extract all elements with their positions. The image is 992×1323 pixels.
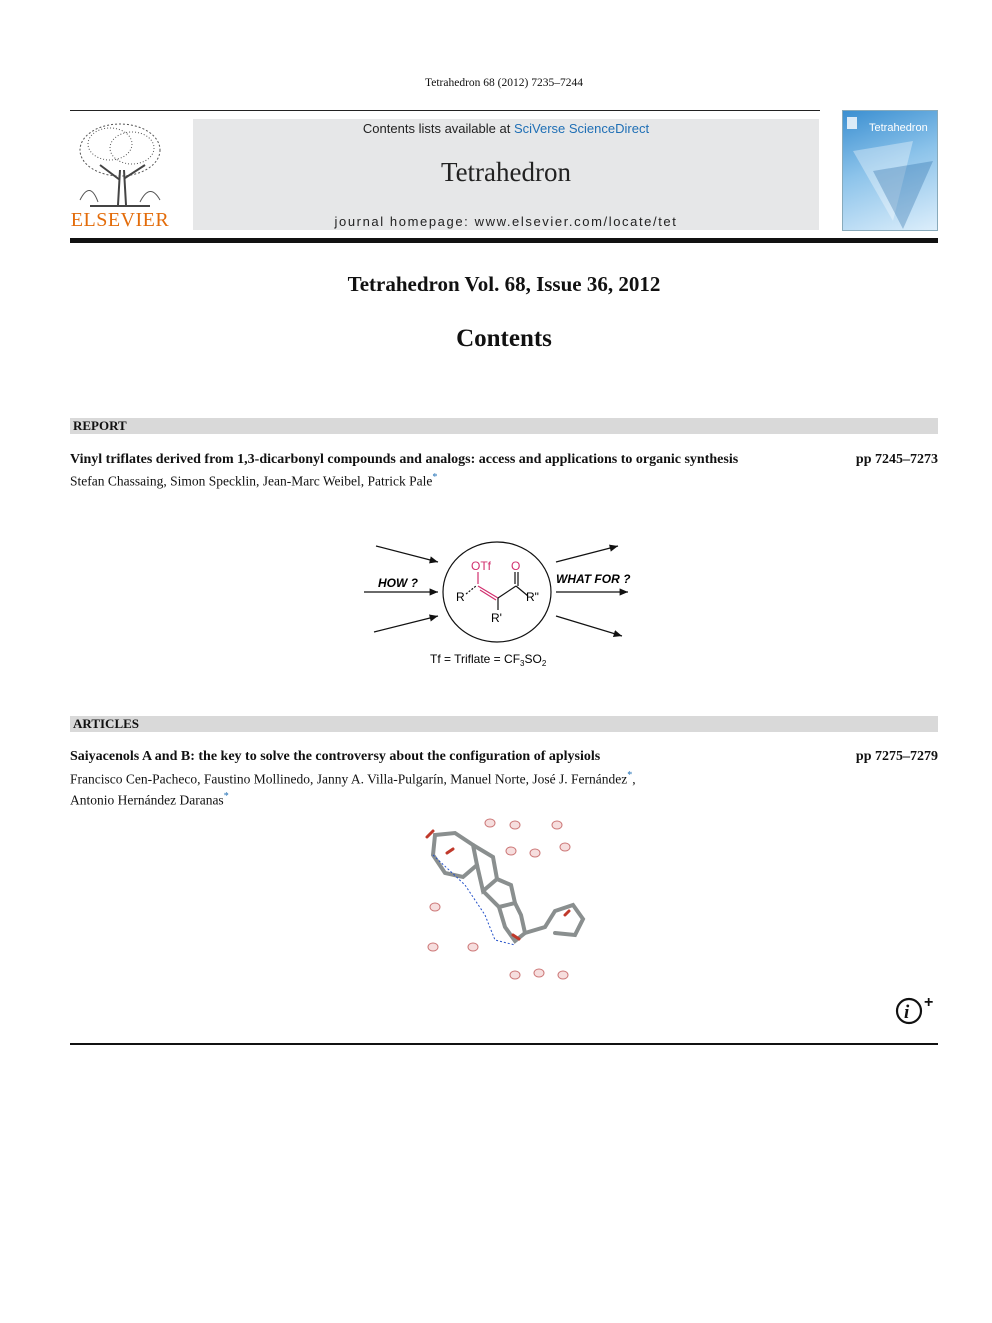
journal-masthead [193,119,819,230]
article-pages: pp 7275–7279 [855,749,938,764]
corresponding-author-star[interactable]: * [432,472,438,483]
article-authors [70,469,830,490]
sciencedirect-link[interactable]: SciVerse ScienceDirect [513,121,650,136]
corresponding-author-star[interactable]: * [223,790,229,802]
how-label: HOW ? [378,576,418,590]
authors-line: Francisco Cen-Pacheco, Faustino Mollinedo, Janny A. Villa-Pulgarín, Manuel Norte, José J. Fernández [70,771,628,787]
r-double-prime-label: R" [526,590,539,604]
journal-cover [842,110,938,231]
r-label: R [456,590,465,604]
plus-glyph: + [924,994,934,1011]
corresponding-author-star[interactable]: * [627,770,633,781]
issue-title: Tetrahedron Vol. 68, Issue 36, 2012 [347,272,661,296]
otf-label: OTf [471,559,491,573]
journal-homepage[interactable]: journal homepage: www.elsevier.com/locate/tet [334,214,678,229]
contents-availability [193,121,819,136]
arrow-in-top [376,546,438,562]
elsevier-wordmark: ELSEVIER [70,209,170,231]
article-title[interactable]: Saiyacenols A and B: the key to solve the controversy about the configuration of aplysiols [70,749,601,764]
journal-title: Tetrahedron [440,157,572,187]
journal-citation: Tetrahedron 68 (2012) 7235–7244 [425,77,583,89]
info-glyph: i [904,1002,910,1023]
header-rule [70,110,820,111]
authors-separator: , [632,771,636,787]
footer-rule [70,1043,938,1045]
what-for-label: WHAT FOR ? [556,572,631,586]
article-pages: pp 7245–7273 [855,452,938,467]
masthead-rule [70,238,938,243]
info-plus-icon[interactable] [894,993,940,1027]
section-header-report: REPORT [70,418,938,434]
arrow-in-bottom [374,616,438,632]
arrow-out-bottom [556,616,622,636]
cover-title: Tetrahedron [869,122,928,134]
elsevier-tree-icon [70,120,170,210]
arrow-out-top [556,546,618,562]
carbonyl-o-label: O [511,559,521,573]
elsevier-logo [70,120,170,232]
authors-line: Stefan Chassaing, Simon Specklin, Jean-Marc Weibel, Patrick Pale [70,473,433,489]
contents-heading: Contents [456,325,552,352]
articles-graphical-abstract [415,815,595,990]
r-prime-label: R' [491,611,502,625]
article-title[interactable]: Vinyl triflates derived from 1,3-dicarbonyl compounds and analogs: access and applications to organic synthesis [70,452,739,467]
triflate-caption: Tf = Triflate = $CF_3SO_2$ [430,652,547,668]
section-header-articles: ARTICLES [70,716,938,732]
report-graphical-abstract [360,530,640,675]
water-molecules [428,819,570,979]
article-authors [70,767,830,808]
contents-prefix: Contents lists available at [362,121,514,136]
authors-line: Antonio Hernández Daranas [70,792,224,807]
